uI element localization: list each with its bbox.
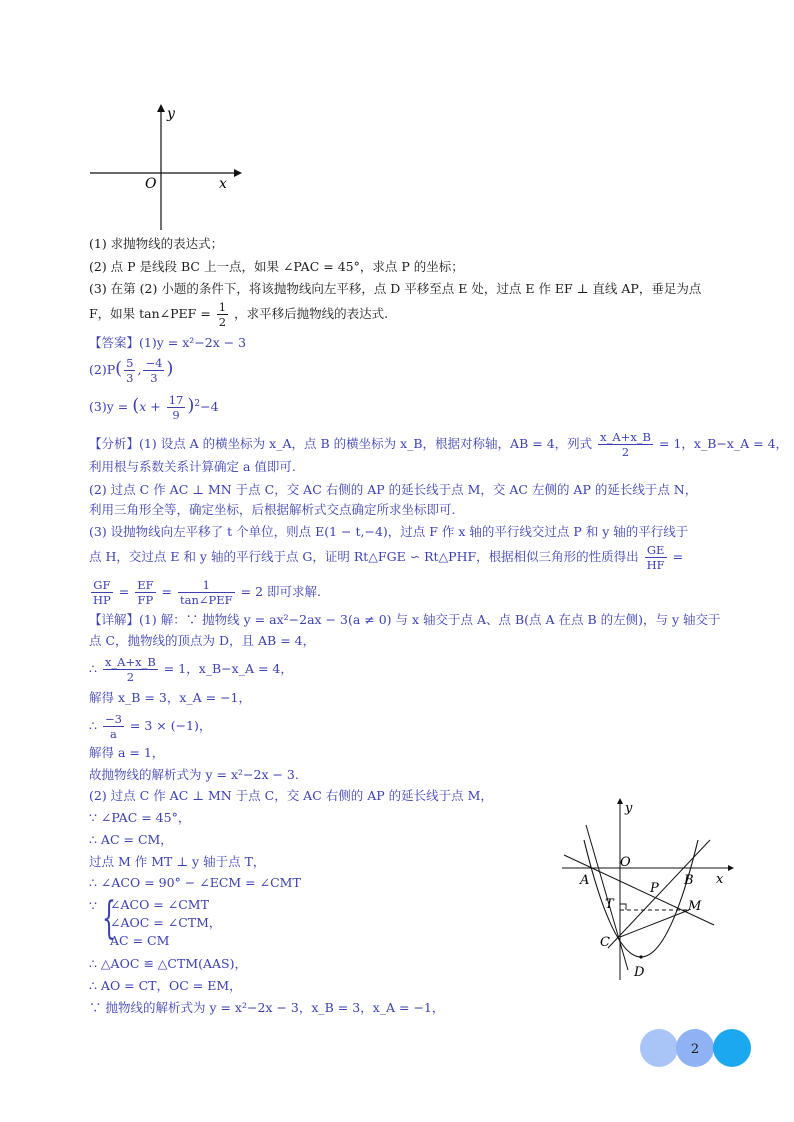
analysis-l6-a: 点 H，交过点 E 和 y 轴的平行线于点 G，证明 Rt△FGE ∽ Rt△PHF，根据相似三角形的性质得出 [89, 549, 639, 564]
parabola-figure [558, 790, 738, 990]
detail-line-4: 解得 x_B = 3，x_A = −1， [89, 690, 252, 705]
detail-tag: 【详解】 [89, 612, 140, 627]
detail-system-brace: ∵ [89, 898, 97, 913]
segment-CM [620, 910, 689, 937]
x-axis-arrow [234, 169, 242, 177]
detail-l3-b: = 1，x_B−x_A = 4， [163, 661, 293, 676]
answer-1-text: (1)y = x²−2x − 3 [139, 335, 247, 350]
question-1: (1) 求抛物线的表达式； [89, 236, 224, 251]
analysis-l6-num: GE [645, 543, 667, 558]
question-2: (2) 点 P 是线段 BC 上一点，如果 ∠PAC = 45°，求点 P 的坐标； [89, 259, 464, 274]
answer-2: (2)P( $\frac{5}{3}$ , $\frac{-4}{3}$ ) [89, 356, 174, 385]
detail-l1: (1) 解：∵ 抛物线 y = ax²−2ax − 3(a ≠ 0) 与 x 轴交于点 A、点 B(点 A 在点 B 的左侧)，与 y 轴交于 [139, 612, 721, 627]
detail-l3-frac [103, 655, 158, 684]
detail-line-13b: ∠AOC = ∠CTM， [110, 915, 222, 930]
analysis-l1-frac [598, 430, 653, 459]
question-3-line-2 [89, 300, 388, 329]
analysis-l1-b: = 1，x_B−x_A = 4， [659, 436, 789, 451]
detail-l5-den: a [109, 727, 117, 741]
f1-num: GF [91, 578, 113, 593]
vertex-D-dot [639, 955, 642, 958]
answer-2-prefix: (2)P [89, 362, 116, 377]
right-angle-marker [620, 904, 626, 910]
fig2-D-label: D [634, 965, 645, 980]
fig2-x-label: x [716, 872, 724, 887]
detail-line-13c: AC = CM [110, 933, 170, 948]
detail-line-6: 解得 a = 1， [89, 745, 165, 760]
answer-3-prefix: (3)y = [89, 399, 129, 414]
detail-l3-den: 2 [126, 670, 135, 684]
page-number: 2 [690, 1042, 700, 1057]
analysis-l7-f3 [178, 578, 235, 607]
q3-text-a: F，如果 tan∠PEF = [89, 306, 211, 321]
badge-circle-left [640, 1029, 678, 1067]
detail-line-1 [89, 611, 721, 629]
analysis-l1-a: (1) 设点 A 的横坐标为 x_A，点 B 的横坐标为 x_B，根据对称轴，AB = 4，列式 [139, 436, 593, 451]
a3-den: 9 [172, 408, 180, 422]
a2-x-num: 5 [126, 356, 134, 370]
q3-text-b: ，求平移后抛物线的表达式. [234, 306, 389, 321]
analysis-line-7: $\frac{GF}{HP}$ = $\frac{EF}{FP}$ = $\frac{1}{\text{tan∠PEF}}$ = 2 即可求解. [93, 578, 321, 607]
fig2-B-label: B [684, 873, 694, 888]
analysis-line-5: (3) 设抛物线向左平移了 t 个单位，则点 E(1 − t,−4)，过点 F 作 x 轴的平行线交过点 P 和 y 轴的平行线于 [89, 524, 689, 539]
page-number-badge [639, 1027, 754, 1069]
analysis-line-2: 利用根与系数关系计算确定 a 值即可. [89, 459, 296, 474]
detail-line-7: 故抛物线的解析式为 y = x²−2x − 3. [89, 767, 299, 782]
x-axis-label: x [219, 176, 227, 192]
detail-line-10: ∴ AC = CM， [89, 832, 173, 847]
analysis-line-6 [89, 543, 683, 572]
detail-line-14: ∴ △AOC ≌ △CTM(AAS)， [89, 956, 247, 971]
fig2-x-arrow [728, 865, 734, 871]
a2-x-den: 3 [126, 371, 134, 385]
analysis-line-3: (2) 过点 C 作 AC ⊥ MN 于点 C，交 AC 右侧的 AP 的延长线于点 M，交 AC 左侧的 AP 的延长线于点 N， [89, 482, 698, 497]
analysis-l1-den: 2 [621, 445, 630, 459]
fig2-P-label: P [650, 881, 659, 896]
f2-num: EF [137, 578, 154, 592]
detail-l3-a: ∴ [89, 661, 97, 676]
detail-line-3 [89, 655, 293, 684]
brace-glyph: { [102, 893, 116, 944]
fig2-M-label: M [688, 899, 702, 914]
detail-line-16: ∵ 抛物线的解析式为 y = x²−2x − 3，x_B = 3，x_A = −1， [89, 1000, 445, 1015]
detail-line-13a: ∠ACO = ∠CMT [110, 897, 209, 912]
detail-line-2: 点 C，抛物线的顶点为 D，且 AB = 4， [89, 633, 316, 648]
analysis-l7-f1 [91, 578, 113, 607]
detail-l3-num: x_A+x_B [104, 655, 156, 669]
q3-frac-den: 2 [218, 315, 227, 329]
analysis-line-1 [89, 430, 788, 459]
detail-l5-b: = 3 × (−1)， [129, 718, 212, 733]
badge-circle-right [713, 1029, 751, 1067]
analysis-l6-den: HF [646, 558, 665, 572]
analysis-l6-frac [645, 543, 667, 572]
answer-1 [89, 334, 246, 352]
analysis-tag: 【分析】 [89, 436, 140, 451]
answer-3-frac [167, 393, 186, 422]
f1-den: HP [93, 593, 111, 607]
fig2-O-label: O [620, 855, 631, 870]
a3-num: 17 [168, 393, 184, 407]
detail-l5-frac [103, 712, 124, 741]
answer-tag: 【答案】 [89, 335, 140, 350]
detail-line-8: (2) 过点 C 作 AC ⊥ MN 于点 C，交 AC 右侧的 AP 的延长线于点 M， [89, 788, 493, 803]
answer-3: (3)y = (x + $\frac{17}{9}$ )$^2$−4 [89, 393, 219, 422]
a2-y-den: 3 [150, 371, 158, 385]
origin-label: O [145, 176, 157, 192]
question-3-line-1: (3) 在第 (2) 小题的条件下，将该抛物线向左平移，点 D 平移至点 E 处，过点 E 作 EF ⊥ 直线 AP，垂足为点 [89, 281, 702, 296]
a2-y-num: −4 [145, 356, 163, 370]
y-axis-label: y [167, 106, 175, 122]
fig2-C-label: C [600, 935, 610, 950]
q3-fraction [217, 300, 228, 329]
f2-den: FP [137, 593, 154, 607]
f3-den: tan∠PEF [180, 593, 233, 607]
coordinate-axes-figure [86, 100, 246, 235]
detail-l5-a: ∴ [89, 718, 97, 733]
analysis-l7-f2 [135, 578, 155, 607]
detail-line-12: ∴ ∠ACO = 90° − ∠ECM = ∠CMT [89, 875, 301, 890]
answer-2-y [143, 356, 164, 385]
answer-2-x [124, 356, 135, 385]
detail-line-9: ∵ ∠PAC = 45°， [89, 810, 191, 825]
f3-num: 1 [178, 578, 235, 593]
fig2-A-label: A [580, 873, 590, 888]
analysis-l1-num: x_A+x_B [600, 430, 652, 444]
y-axis-arrow [157, 104, 165, 112]
fig2-y-arrow [617, 798, 623, 804]
detail-line-11: 过点 M 作 MT ⊥ y 轴于点 T， [89, 854, 266, 869]
analysis-l6-b: = [672, 549, 684, 564]
analysis-line-4: 利用三角形全等，确定坐标，后根据解析式交点确定所求坐标即可. [89, 502, 456, 517]
fig2-T-label: T [605, 897, 614, 912]
fig2-y-label: y [625, 801, 633, 816]
analysis-l7-tail: = 2 即可求解. [240, 584, 321, 599]
detail-line-15: ∴ AO = CT，OC = EM， [89, 978, 242, 993]
q3-frac-num: 1 [218, 300, 227, 314]
answer-3-suffix: −4 [200, 399, 219, 414]
detail-line-5 [89, 712, 211, 741]
detail-l5-num: −3 [104, 712, 122, 726]
